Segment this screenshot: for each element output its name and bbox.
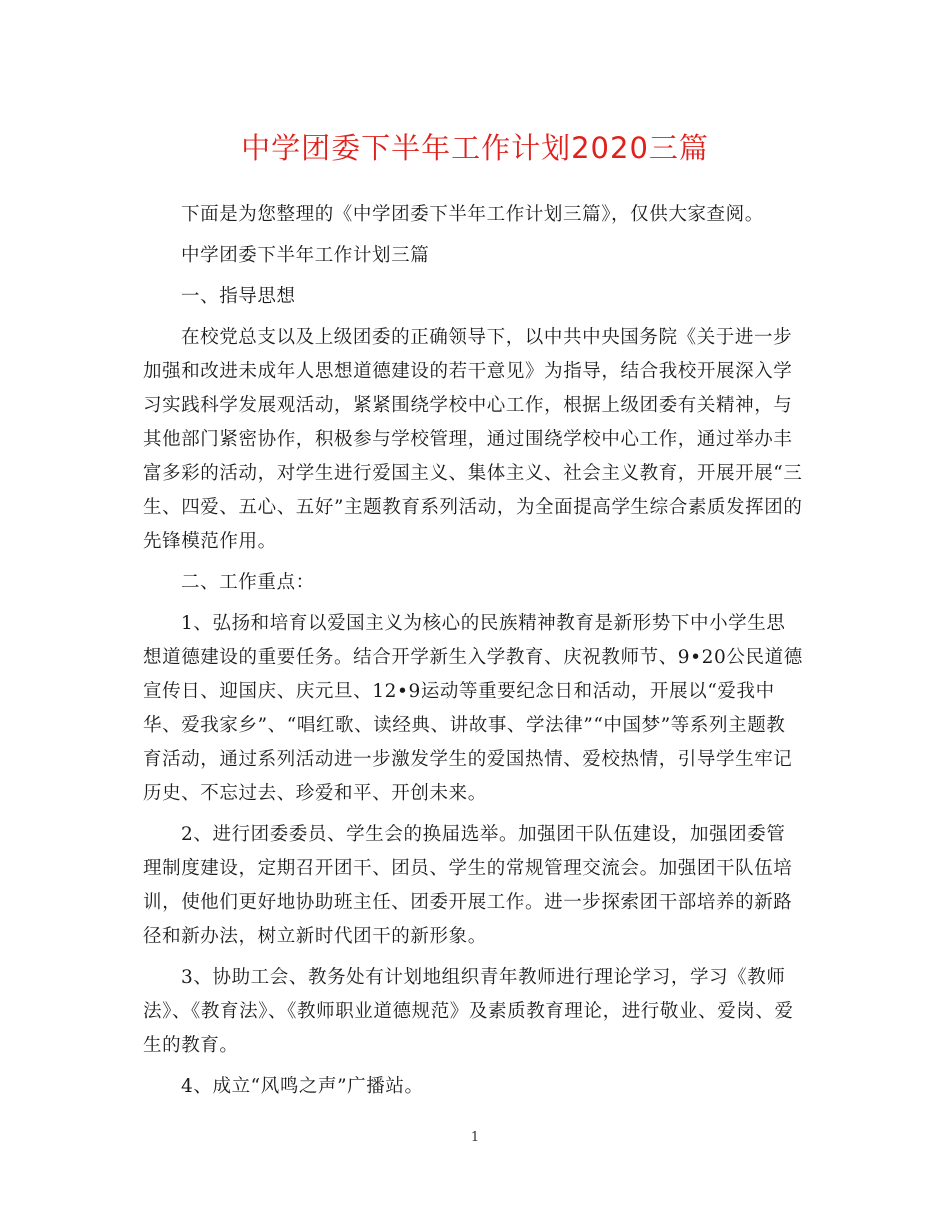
page-number: 1 (470, 1130, 480, 1145)
subtitle-paragraph: 中学团委下半年工作计划三篇 (181, 245, 430, 266)
section-heading-focus: 二、工作重点： (181, 572, 315, 593)
focus-item-1: 1、弘扬和培育以爱国主义为核心的民族精神教育是新形势下中小学生思想道德建设的重要任务。结合开学新生入学教育、庆祝教师节、9•20公民道德宣传日、迎国庆、庆元旦、12•9运动等重要纪念日和活动，开展以“爱我中华、爱我家乡”、“唱红歌、读经典、讲故事、学法律”“中国梦”等系列主题教育活动，通过系列活动进一步激发学生的爱国热情、爱校热情，引导学生牢记历史、不忘过去、珍爱和平、开创未来。 (143, 613, 803, 804)
document-title: 中学团委下半年工作计划2020三篇 (241, 131, 709, 165)
intro-paragraph: 下面是为您整理的《中学团委下半年工作计划三篇》，仅供大家查阅。 (181, 204, 764, 225)
guiding-paragraph: 在校党总支以及上级团委的正确领导下，以中共中央国务院《关于进一步加强和改进未成年人思想道德建设的若干意见》为指导，结合我校开展深入学习实践科学发展观活动，紧紧围绕学校中心工作，根据上级团委有关精神，与其他部门紧密协作，积极参与学校管理，通过围绕学校中心工作，通过举办丰富多彩的活动，对学生进行爱国主义、集体主义、社会主义教育，开展开展“三生、四爱、五心、五好”主题教育系列活动，为全面提高学生综合素质发挥团的先锋模范作用。 (143, 327, 803, 552)
focus-item-4: 4、成立“风鸣之声”广播站。 (181, 1076, 424, 1097)
focus-item-2: 2、进行团委委员、学生会的换届选举。加强团干队伍建设，加强团委管理制度建设，定期召开团干、团员、学生的常规管理交流会。加强团干队伍培训，使他们更好地协助班主任、团委开展工作。进一步探索团干部培养的新路径和新办法，树立新时代团干的新形象。 (143, 824, 793, 947)
focus-item-3: 3、协助工会、教务处有计划地组织青年教师进行理论学习，学习《教师法》、《教育法》、《教师职业道德规范》及素质教育理论，进行敬业、爱岗、爱生的教育。 (143, 967, 794, 1056)
document-body (143, 198, 803, 1111)
section-heading-guiding: 一、指导思想 (181, 286, 296, 307)
